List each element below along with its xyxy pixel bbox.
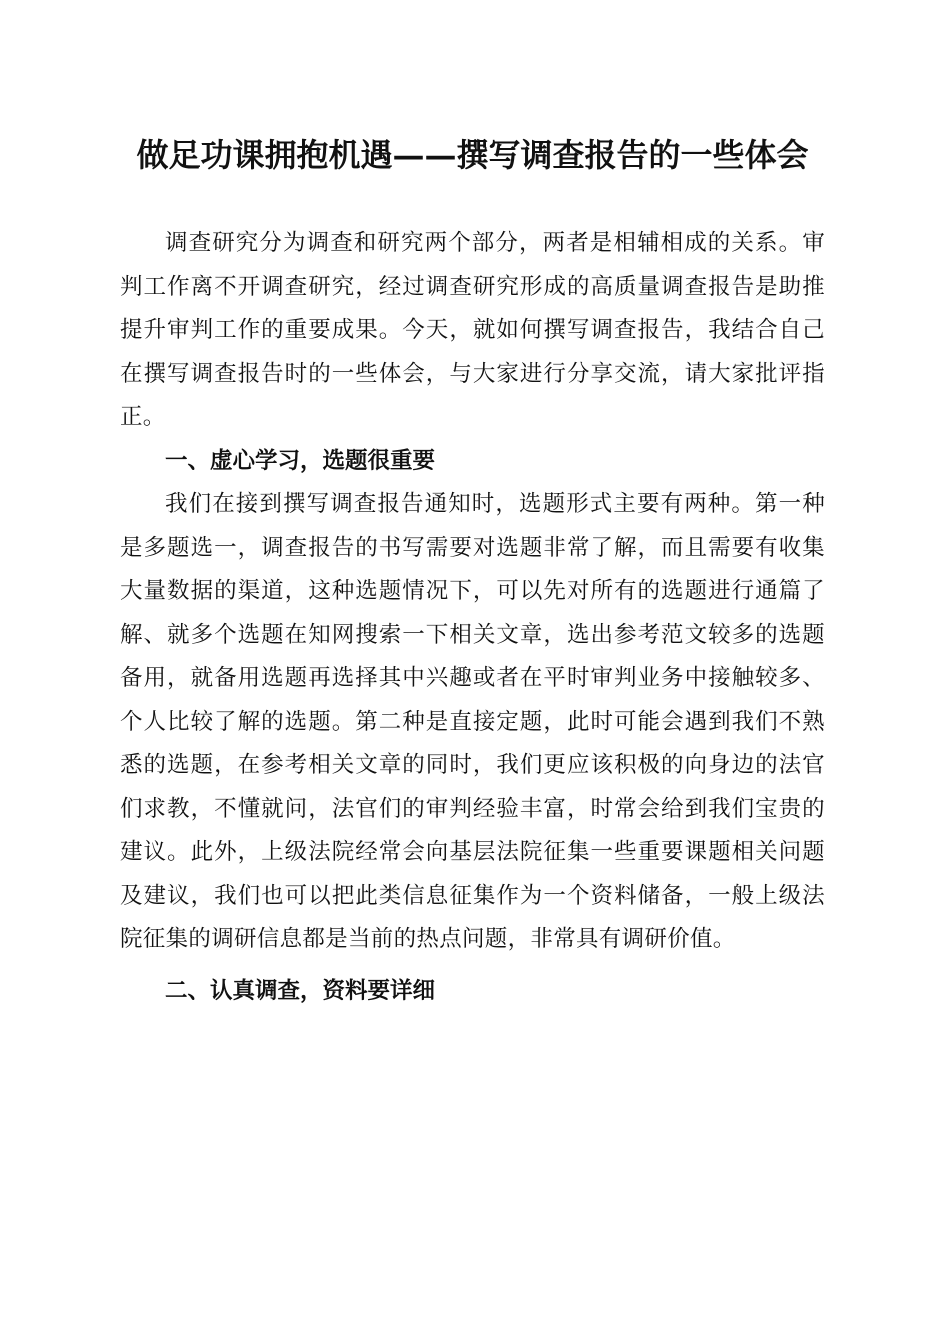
section-heading-2: 二、认真调查，资料要详细 <box>165 977 436 1004</box>
section-heading-1: 一、虚心学习，选题很重要 <box>165 447 436 474</box>
intro-paragraph: 调查研究分为调查和研究两个部分，两者是相辅相成的关系。审判工作离不开调查研究，经过调查研究形成的高质量调查报告是助推提升审判工作的重要成果。今天，就如何撰写调查报告，我结合自己在撰写调查报告时的一些体会，与大家进行分享交流，请大家批评指正。 <box>120 230 825 430</box>
document-page <box>120 132 825 1013</box>
section-1-paragraph: 我们在接到撰写调查报告通知时，选题形式主要有两种。第一种是多题选一，调查报告的书写需要对选题非常了解，而且需要有收集大量数据的渠道，这种选题情况下，可以先对所有的选题进行通篇了解、就多个选题在知网搜索一下相关文章，选出参考范文较多的选题备用，就备用选题再选择其中兴趣或者在平时审判业务中接触较多、个人比较了解的选题。第二种是直接定题，此时可能会遇到我们不熟悉的选题，在参考相关文章的同时，我们更应该积极的向身边的法官们求教，不懂就问，法官们的审判经验丰富，时常会给到我们宝贵的建议。此外，上级法院经常会向基层法院征集一些重要课题相关问题及建议，我们也可以把此类信息征集作为一个资料储备，一般上级法院征集的调研信息都是当前的热点问题，非常具有调研价值。 <box>120 491 825 952</box>
document-title: 做足功课拥抱机遇——撰写调查报告的一些体会 <box>136 136 809 174</box>
